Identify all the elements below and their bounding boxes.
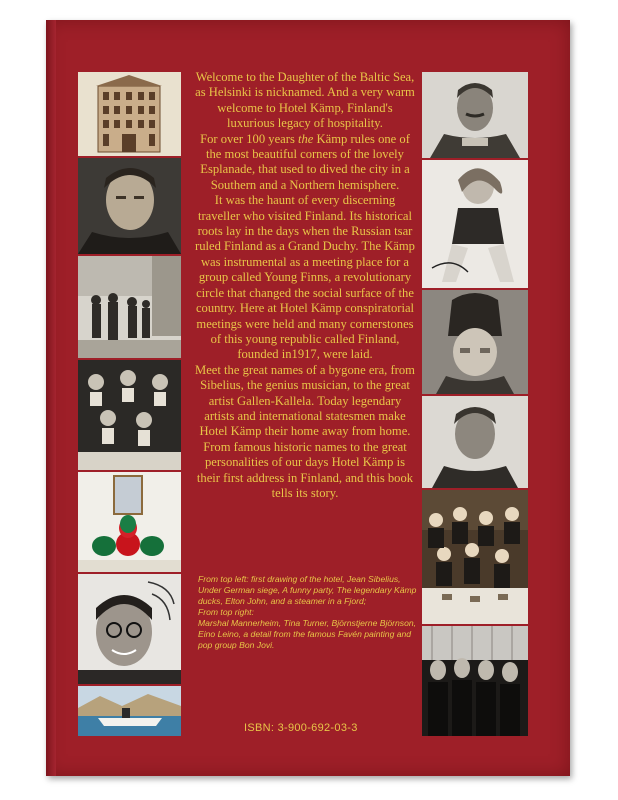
- photo-german-siege: [78, 256, 181, 360]
- photo-eino-leino: [422, 396, 528, 490]
- blurb-paragraph-great-names: Meet the great names of a bygone era, from Sibelius, the genius musician, to the great artist Gallen-Kallela. Today legendary artists and international statesmen make Hotel Kämp their home away from home.: [195, 362, 415, 439]
- photo-bon-jovi: [422, 626, 528, 736]
- photo-faven-painting: [422, 490, 528, 626]
- photo-caption: [198, 574, 420, 651]
- blurb-emphasis: the: [298, 131, 314, 146]
- isbn-number: ISBN: 3-900-692-03-3: [244, 722, 358, 734]
- blurb-history-start: For over 100 years: [200, 131, 298, 146]
- caption-right-photos: Marshal Mannerheim, Tina Turner, Björnstjerne Björnson, Eino Leino, a detail from the famous Favén painting and pop group Bon Jovi.: [198, 618, 417, 650]
- caption-right-heading: From top right:: [198, 607, 254, 617]
- cover-spine-edge: [46, 20, 56, 776]
- photo-kamp-ducks: [78, 472, 181, 574]
- photo-bjornson-portrait: [422, 290, 528, 396]
- photo-funny-party: [78, 360, 181, 472]
- blurb-paragraph-haunt: It was the haunt of every discerning traveller who visited Finland. Its historical roots lay in the days when the Russian tsar ruled Finland as a Grand Duchy. The Kämp was instrumental as a meeting place for a group called Young Finns, a revolutionary circle that changed the social surface of the country. Here at Hotel Kämp conspiratorial meetings were held and many cornerstones of this young republic called Finland, founded in1917, were laid.: [195, 193, 415, 362]
- photo-tina-turner: [422, 160, 528, 290]
- back-cover-blurb: [194, 70, 416, 501]
- caption-left-photos: From top left: first drawing of the hotel, Jean Sibelius, Under German siege, A funny party, The legendary Kämp ducks, Elton John, and a steamer in a Fjord;: [198, 574, 417, 606]
- blurb-history-end: Kämp rules one of the most beautiful corners of the lovely Esplanade, that used to dived the city in a Southern and a Northern hemisphere.: [200, 131, 410, 192]
- blurb-paragraph-history: [194, 132, 416, 194]
- photo-sibelius-portrait: [78, 158, 181, 256]
- photo-steamer-fjord: [78, 686, 181, 736]
- photo-mannerheim-portrait: [422, 72, 528, 160]
- photo-elton-john: [78, 574, 181, 686]
- blurb-paragraph-welcome: Welcome to the Daughter of the Baltic Sea, as Helsinki is nicknamed. And a very warm welcome to Hotel Kämp, Finland's luxurious legacy of hospitality.: [195, 70, 415, 131]
- photo-hotel-drawing: [78, 72, 181, 158]
- blurb-paragraph-story: From famous historic names to the great personalities of our days Hotel Kämp is their first address in Finland, and this book tells its story.: [196, 439, 414, 500]
